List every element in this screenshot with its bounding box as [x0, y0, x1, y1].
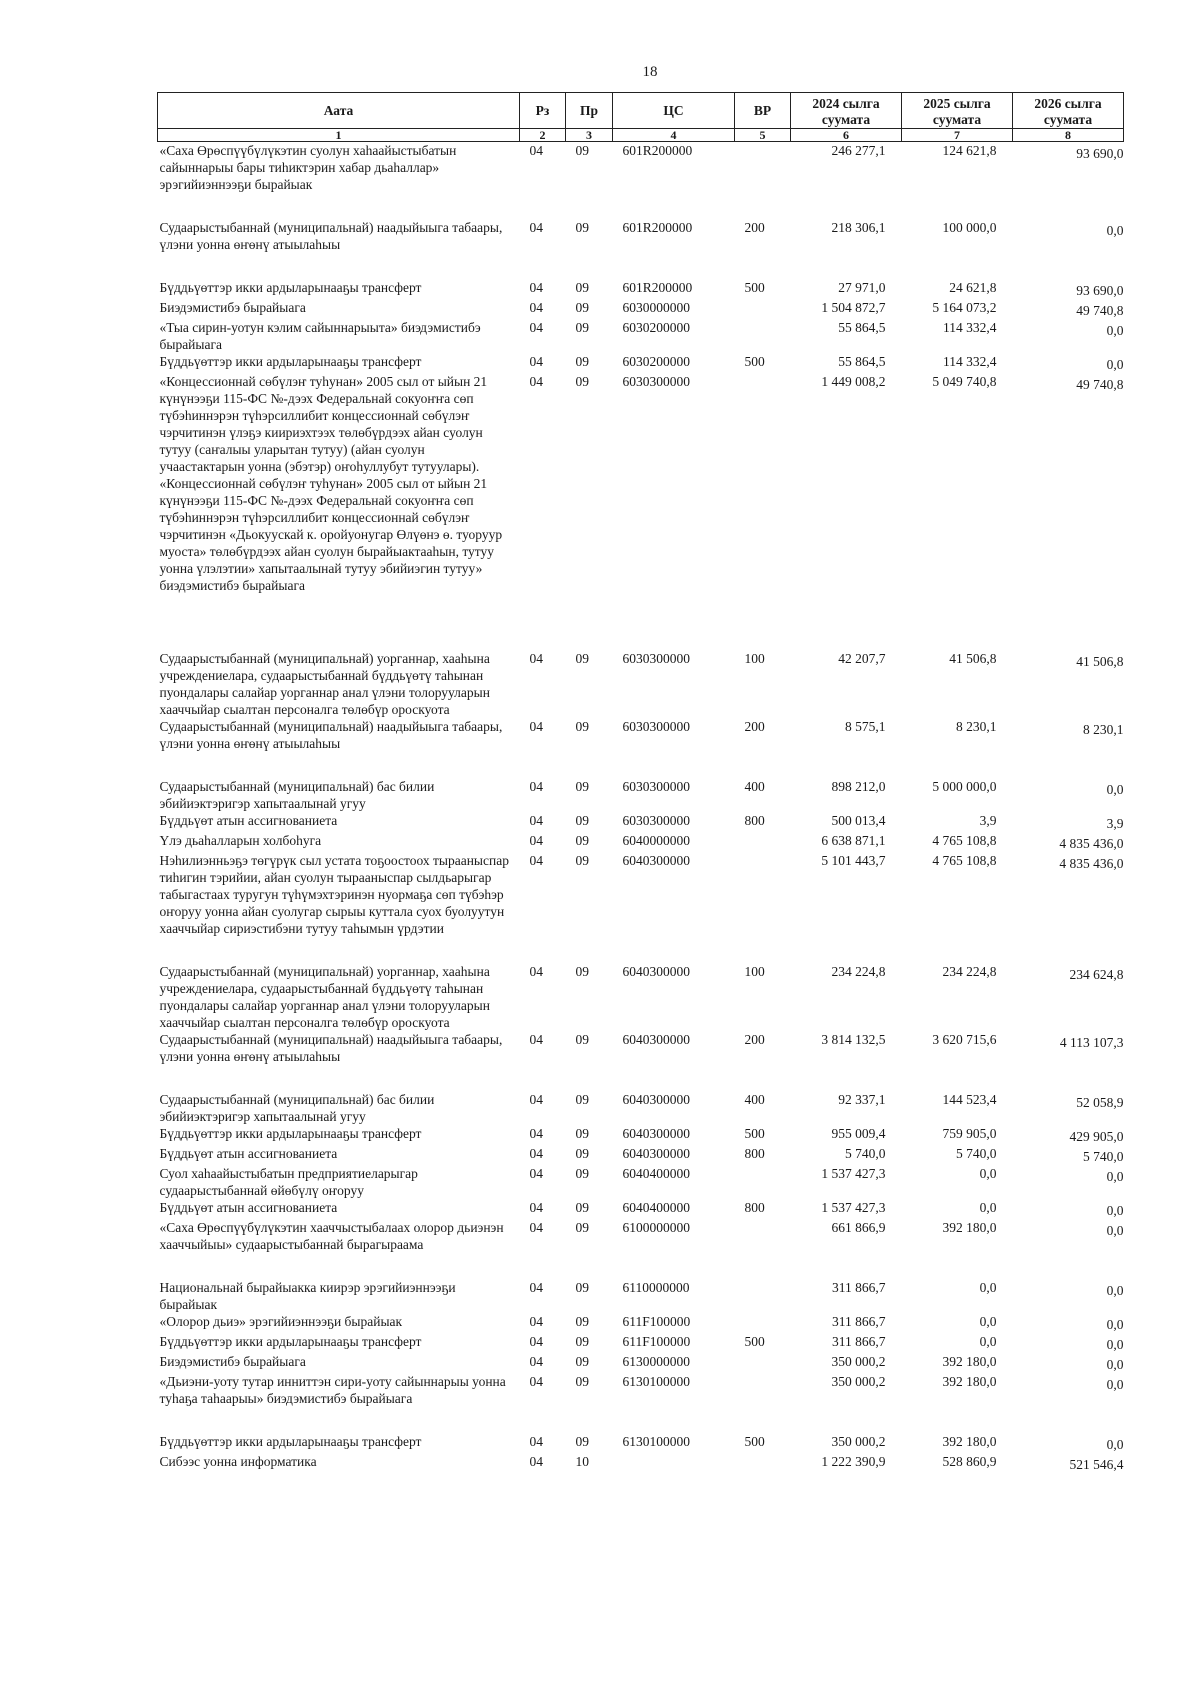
- row-amount-2025: 24 621,8: [949, 280, 997, 295]
- row-name: Биэдэмистибэ бырайыага: [159, 300, 306, 315]
- row-name: Сибээс уонна информатика: [159, 1454, 317, 1469]
- row-amount-2026: 0,0: [1106, 1337, 1124, 1352]
- row-amount-2025: 392 180,0: [942, 1354, 997, 1369]
- header-2024: 2024 сылга суумата: [791, 93, 902, 129]
- row-pr: 09: [575, 1200, 589, 1215]
- row-rz: 04: [529, 1166, 543, 1181]
- row-cs: 6030300000: [622, 779, 690, 794]
- row-amount-2024: 5 740,0: [845, 1146, 886, 1161]
- row-pr: 09: [575, 1032, 589, 1047]
- header-2026: 2026 сылга суумата: [1013, 93, 1124, 129]
- row-vr: 500: [744, 280, 765, 295]
- table-row: [158, 319, 1124, 353]
- row-pr: 09: [575, 374, 589, 389]
- row-amount-2024: 1 537 427,3: [821, 1166, 886, 1181]
- row-pr: 09: [575, 300, 589, 315]
- row-pr: 09: [575, 1314, 589, 1329]
- header-rz: Рз: [520, 93, 566, 129]
- row-name: Национальнай бырайыакка киирэр эрэгийиэннээҕи бырайыак: [159, 1280, 456, 1312]
- row-rz: 04: [529, 833, 543, 848]
- row-amount-2024: 350 000,2: [831, 1434, 886, 1449]
- row-pr: 09: [575, 354, 589, 369]
- row-name: Судаарыстыбаннай (муниципальнай) наадыйыыга табаары, үлэни уонна өҥөнү атыылаһыы: [159, 719, 503, 751]
- row-amount-2026: 0,0: [1106, 1377, 1124, 1392]
- table-row: [158, 1125, 1124, 1145]
- row-name: Судаарыстыбаннай (муниципальнай) наадыйыыга табаары, үлэни уонна өҥөнү атыылаһыы: [159, 220, 503, 252]
- row-amount-2024: 55 864,5: [838, 354, 886, 369]
- header-number-3: 3: [566, 129, 613, 142]
- row-cs: [613, 1453, 735, 1473]
- row-name: Судаарыстыбаннай (муниципальнай) наадыйыыга табаары, үлэни уонна өҥөнү атыылаһыы: [159, 1032, 503, 1064]
- table-row: [158, 353, 1124, 373]
- row-amount-2024: 1 449 008,2: [821, 374, 886, 389]
- row-vr: [735, 142, 791, 220]
- row-amount-2026: 93 690,0: [1076, 146, 1124, 161]
- row-name: Судаарыстыбаннай (муниципальнай) уорганнар, хааһына учреждениелара, судаарыстыбаннай бүддьүөтү таһынан пуондалары салайар уорганнар анал үлэни толорууларын хааччыйар сыалтан персоналга төлөбүр ороскуота: [159, 964, 490, 1030]
- row-amount-2024: 3 814 132,5: [821, 1032, 886, 1047]
- row-amount-2025: 41 506,8: [949, 651, 997, 666]
- row-rz: 04: [529, 1092, 543, 1107]
- table-row: [158, 1091, 1124, 1125]
- row-name: Үлэ дьаһалларын холбоһуга: [159, 833, 322, 848]
- row-amount-2025: 392 180,0: [942, 1434, 997, 1449]
- row-amount-2025: 114 332,4: [943, 354, 997, 369]
- row-rz: 04: [529, 964, 543, 979]
- table-row: [158, 279, 1124, 299]
- row-cs: 6040300000: [622, 1126, 690, 1141]
- row-amount-2024: 1 537 427,3: [821, 1200, 886, 1215]
- row-amount-2025: 3,9: [979, 813, 997, 828]
- row-pr: 09: [575, 220, 589, 235]
- row-rz: 04: [529, 1220, 543, 1235]
- row-cs: 6040300000: [622, 1032, 690, 1047]
- row-amount-2026: 0,0: [1106, 1169, 1124, 1184]
- header-number-5: 5: [735, 129, 791, 142]
- row-cs: 6030300000: [622, 813, 690, 828]
- row-pr: 09: [575, 779, 589, 794]
- row-pr: 09: [575, 1280, 589, 1295]
- row-amount-2025: 124 621,8: [942, 143, 997, 158]
- table-row: [158, 963, 1124, 1031]
- table-row: [158, 1333, 1124, 1353]
- row-rz: 04: [529, 220, 543, 235]
- table-row: [158, 1313, 1124, 1333]
- row-cs: 601R200000: [622, 143, 693, 158]
- row-pr: 09: [575, 1092, 589, 1107]
- table-row: [158, 812, 1124, 832]
- row-amount-2025: 114 332,4: [943, 320, 997, 335]
- row-rz: 04: [529, 280, 543, 295]
- row-name: «Саха Өрөспүүбүлүкэтин суолун хаһаайыстыбатын сайыннарыы бары тиһиктэрин хабар дьаһаллар» эрэгийиэннээҕи бырайыак: [159, 143, 457, 192]
- table-row: [158, 219, 1124, 279]
- row-amount-2026: 0,0: [1106, 223, 1124, 238]
- row-rz: 04: [529, 1280, 543, 1295]
- row-vr: [735, 1165, 791, 1199]
- row-amount-2025: 528 860,9: [942, 1454, 997, 1469]
- row-cs: 6030300000: [622, 719, 690, 734]
- row-name: Бүддьүөттэр икки ардыларынааҕы трансферт: [159, 1334, 422, 1349]
- row-vr: 500: [744, 1126, 765, 1141]
- row-cs: 611F100000: [622, 1334, 691, 1349]
- row-amount-2025: 759 905,0: [942, 1126, 997, 1141]
- row-amount-2024: 350 000,2: [831, 1374, 886, 1389]
- row-rz: 04: [529, 354, 543, 369]
- header-name: Аата: [158, 93, 520, 129]
- table-row: [158, 1373, 1124, 1433]
- row-pr: 09: [575, 320, 589, 335]
- row-amount-2024: 661 866,9: [831, 1220, 886, 1235]
- table-row: [158, 1353, 1124, 1373]
- row-vr: 800: [744, 1200, 765, 1215]
- row-amount-2024: 311 866,7: [832, 1280, 886, 1295]
- row-amount-2026: 4 835 436,0: [1059, 836, 1124, 851]
- row-rz: 04: [529, 1374, 543, 1389]
- row-amount-2024: 42 207,7: [838, 651, 886, 666]
- row-amount-2026: 0,0: [1106, 1283, 1124, 1298]
- row-amount-2026: 41 506,8: [1076, 654, 1124, 669]
- row-pr: 09: [575, 853, 589, 868]
- row-name: Бүддьүөттэр икки ардыларынааҕы трансферт: [159, 1434, 422, 1449]
- row-amount-2026: 52 058,9: [1076, 1095, 1124, 1110]
- row-amount-2025: 0,0: [979, 1166, 997, 1181]
- row-amount-2026: 429 905,0: [1069, 1129, 1124, 1144]
- row-rz: 04: [529, 1434, 543, 1449]
- row-cs: 6040400000: [622, 1166, 690, 1181]
- row-vr: [735, 1313, 791, 1333]
- row-rz: 04: [529, 1126, 543, 1141]
- row-amount-2025: 5 049 740,8: [932, 374, 997, 389]
- row-name: «Олорор дьиэ» эрэгийиэннээҕи бырайыак: [159, 1314, 403, 1329]
- row-vr: 800: [744, 1146, 765, 1161]
- row-pr: 09: [575, 1166, 589, 1181]
- row-amount-2024: 350 000,2: [831, 1354, 886, 1369]
- row-amount-2026: 234 624,8: [1069, 967, 1124, 982]
- row-rz: 04: [529, 1032, 543, 1047]
- row-amount-2024: 55 864,5: [838, 320, 886, 335]
- row-cs: 6130100000: [622, 1374, 690, 1389]
- header-number-4: 4: [613, 129, 735, 142]
- table-row: [158, 142, 1124, 220]
- row-name: Нэһилиэнньэҕэ төгүрүк сыл устата тоҕоостоох тырааныспар тиһигин тэрийии, айан суолун тырааныспар сылдьарыгар табыгастаах туругун түһүмэхтэринэн нуормаҕа сөп түбэһэр оҥоруу уонна айан суолугар сырыы куттала суох буолуутун хааччыйар сириэстибэни тутуу таһымын үрдэтии: [159, 853, 509, 936]
- header-number-6: 6: [791, 129, 902, 142]
- row-pr: 09: [575, 813, 589, 828]
- row-name: Бүддьүөт атын ассигнованиета: [159, 1200, 338, 1215]
- row-cs: 611F100000: [622, 1314, 691, 1329]
- row-amount-2026: 521 546,4: [1069, 1457, 1124, 1472]
- table-row: [158, 1219, 1124, 1279]
- row-rz: 04: [529, 374, 543, 389]
- row-amount-2026: 0,0: [1106, 1437, 1124, 1452]
- row-amount-2025: 0,0: [979, 1280, 997, 1295]
- row-pr: 09: [575, 833, 589, 848]
- row-amount-2025: 4 765 108,8: [932, 853, 997, 868]
- row-cs: 601R200000: [622, 220, 693, 235]
- header-cs: ЦС: [613, 93, 735, 129]
- row-cs: 6040000000: [622, 833, 690, 848]
- table-row: [158, 650, 1124, 718]
- table-row: [158, 852, 1124, 963]
- table-row: [158, 778, 1124, 812]
- row-amount-2024: 955 009,4: [831, 1126, 886, 1141]
- row-amount-2024: 1 222 390,9: [821, 1454, 886, 1469]
- row-name: Суол хаһаайыстыбатын предприятиеларыгар судаарыстыбаннай өйөбүлү оҥоруу: [159, 1166, 418, 1198]
- row-rz: 04: [529, 1146, 543, 1161]
- row-vr: 500: [744, 354, 765, 369]
- row-amount-2025: 5 164 073,2: [932, 300, 997, 315]
- table-row: [158, 299, 1124, 319]
- table-row: [158, 718, 1124, 778]
- row-vr: [735, 1279, 791, 1313]
- header-number-1: 1: [158, 129, 520, 142]
- row-rz: 04: [529, 651, 543, 666]
- row-rz: 04: [529, 1354, 543, 1369]
- row-pr: 09: [575, 1146, 589, 1161]
- row-vr: [735, 1373, 791, 1433]
- row-amount-2024: 5 101 443,7: [821, 853, 886, 868]
- row-name: Бүддьүөттэр икки ардыларынааҕы трансферт: [159, 1126, 422, 1141]
- row-amount-2024: 234 224,8: [831, 964, 886, 979]
- row-amount-2025: 0,0: [979, 1314, 997, 1329]
- row-cs: 6040300000: [622, 1092, 690, 1107]
- row-pr: 09: [575, 1126, 589, 1141]
- row-amount-2026: 49 740,8: [1076, 377, 1124, 392]
- row-vr: [735, 1353, 791, 1373]
- row-rz: 04: [529, 813, 543, 828]
- row-vr: [735, 319, 791, 353]
- table-row: [158, 832, 1124, 852]
- row-amount-2024: 92 337,1: [838, 1092, 886, 1107]
- table-row: [158, 1453, 1124, 1473]
- row-cs: 6110000000: [622, 1280, 690, 1295]
- header-vr: ВР: [735, 93, 791, 129]
- row-name: Бүддьүөттэр икки ардыларынааҕы трансферт: [159, 354, 422, 369]
- row-cs: 6030300000: [622, 651, 690, 666]
- row-vr: 400: [744, 779, 765, 794]
- row-vr: [735, 1219, 791, 1279]
- row-amount-2025: 4 765 108,8: [932, 833, 997, 848]
- row-cs: 6040300000: [622, 1146, 690, 1161]
- row-amount-2026: 0,0: [1106, 1317, 1124, 1332]
- row-amount-2025: 0,0: [979, 1200, 997, 1215]
- row-vr: [735, 299, 791, 319]
- row-vr: 200: [744, 220, 765, 235]
- row-pr: 09: [575, 1334, 589, 1349]
- row-amount-2025: 5 740,0: [956, 1146, 997, 1161]
- row-amount-2024: 311 866,7: [832, 1334, 886, 1349]
- row-cs: 6030300000: [622, 374, 690, 389]
- row-rz: 04: [529, 143, 543, 158]
- row-name: «Концессионнай сөбүлэҥ туһунан» 2005 сыл от ыйын 21 күнүнээҕи 115-ФС №-дээх Федеральнай сокуоҥҥа сөп түбэһиннэрэн түһэрсиллибит концессионнай сөбүлэҥ чэрчитинэн үлэҕэ киириэхтээх төлөбүрдээх айан суолун тутуу (саҥалыы уларытан тутуу) (айан суолун учаастактарын уонна (эбэтэр) оҥоһуллубут тутуулары). «Концессионнай сөбүлэҥ туһунан» 2005 сыл от ыйын 21 күнүнээҕи 115-ФС №-дээх Федеральнай сокуоҥҥа сөп түбэһиннэрэн түһэрсиллибит концессионнай сөбүлэҥ чэрчитинэн «Дьокуускай к. оройуонугар Өлүөнэ ө. туоруур муоста» төлөбүрдээх айан суолун бырайыактааһын, тутуу уонна үлэлэтии» хапытаалынай тутуу эбийиэгин тутуу» биэдэмистибэ бырайыага: [159, 374, 503, 593]
- row-amount-2025: 392 180,0: [942, 1220, 997, 1235]
- row-pr: 09: [575, 280, 589, 295]
- header-pr: Пр: [566, 93, 613, 129]
- table-row: [158, 373, 1124, 650]
- row-amount-2025: 234 224,8: [942, 964, 997, 979]
- table-row: [158, 1199, 1124, 1219]
- row-vr: 200: [744, 719, 765, 734]
- row-amount-2026: 0,0: [1106, 1203, 1124, 1218]
- row-cs: 601R200000: [622, 280, 693, 295]
- budget-table-container: [157, 92, 1122, 1473]
- row-amount-2025: 5 000 000,0: [932, 779, 997, 794]
- row-amount-2026: 93 690,0: [1076, 283, 1124, 298]
- row-vr: 800: [744, 813, 765, 828]
- row-amount-2026: 8 230,1: [1083, 722, 1124, 737]
- row-amount-2024: 898 212,0: [831, 779, 886, 794]
- row-amount-2026: 49 740,8: [1076, 303, 1124, 318]
- row-rz: 04: [529, 853, 543, 868]
- row-cs: 6030200000: [622, 320, 690, 335]
- row-rz: 04: [529, 1454, 543, 1469]
- row-pr: 09: [575, 651, 589, 666]
- row-amount-2026: 0,0: [1106, 357, 1124, 372]
- row-rz: 04: [529, 719, 543, 734]
- row-rz: 04: [529, 1334, 543, 1349]
- row-name: «Тыа сирин-уотун кэлим сайыннарыыта» биэдэмистибэ бырайыага: [159, 320, 481, 352]
- row-pr: 09: [575, 1374, 589, 1389]
- row-name: Бүддьүөт атын ассигнованиета: [159, 813, 338, 828]
- row-vr: [735, 832, 791, 852]
- table-body: [158, 142, 1124, 1474]
- page-number: 18: [642, 64, 658, 80]
- row-name: Судаарыстыбаннай (муниципальнай) бас билии эбийиэктэригэр хапытаалынай угуу: [159, 1092, 435, 1124]
- row-amount-2025: 8 230,1: [956, 719, 997, 734]
- row-name: «Саха Өрөспүүбүлүкэтин хааччыстыбалаах олорор дьиэнэн хааччыйыы» судаарыстыбаннай бырагыраама: [159, 1220, 504, 1252]
- row-vr: 500: [744, 1334, 765, 1349]
- row-pr: 10: [575, 1454, 589, 1469]
- row-amount-2026: 3,9: [1106, 816, 1124, 831]
- header-2025: 2025 сылга суумата: [902, 93, 1013, 129]
- table-row: [158, 1433, 1124, 1453]
- row-rz: 04: [529, 300, 543, 315]
- row-vr: 400: [744, 1092, 765, 1107]
- row-amount-2025: 392 180,0: [942, 1374, 997, 1389]
- row-name: Бүддьүөттэр икки ардыларынааҕы трансферт: [159, 280, 422, 295]
- row-vr: [735, 852, 791, 963]
- header-number-2: 2: [520, 129, 566, 142]
- row-name: Бүддьүөт атын ассигнованиета: [159, 1146, 338, 1161]
- row-amount-2024: 1 504 872,7: [821, 300, 886, 315]
- row-rz: 04: [529, 1314, 543, 1329]
- row-amount-2024: 218 306,1: [831, 220, 886, 235]
- row-name: «Дьиэни-уоту тутар инниттэн сири-уоту сайыннарыы уонна туһаҕа таһаарыы» биэдэмистибэ бырайыага: [159, 1374, 506, 1406]
- row-pr: 09: [575, 964, 589, 979]
- row-amount-2026: 0,0: [1106, 1357, 1124, 1372]
- row-vr: 200: [744, 1032, 765, 1047]
- row-pr: 09: [575, 1220, 589, 1235]
- row-amount-2025: 0,0: [979, 1334, 997, 1349]
- row-amount-2024: 311 866,7: [832, 1314, 886, 1329]
- row-name: Судаарыстыбаннай (муниципальнай) уорганнар, хааһына учреждениелара, судаарыстыбаннай бүддьүөтү таһынан пуондалары салайар уорганнар анал үлэни толорууларын хааччыйар сыалтан персоналга төлөбүр ороскуота: [159, 651, 490, 717]
- row-amount-2026: 5 740,0: [1083, 1149, 1124, 1164]
- table-row: [158, 1165, 1124, 1199]
- row-amount-2025: 3 620 715,6: [932, 1032, 997, 1047]
- row-amount-2024: 8 575,1: [845, 719, 886, 734]
- row-cs: 6100000000: [622, 1220, 690, 1235]
- row-pr: 09: [575, 1354, 589, 1369]
- row-vr: [735, 373, 791, 650]
- row-amount-2025: 100 000,0: [942, 220, 997, 235]
- row-cs: 6030000000: [622, 300, 690, 315]
- row-amount-2024: 246 277,1: [831, 143, 886, 158]
- table-header: [158, 93, 1124, 142]
- row-cs: 6040400000: [622, 1200, 690, 1215]
- row-rz: 04: [529, 1200, 543, 1215]
- row-amount-2024: 27 971,0: [838, 280, 886, 295]
- table-row: [158, 1031, 1124, 1091]
- row-cs: 6030200000: [622, 354, 690, 369]
- row-amount-2026: 0,0: [1106, 1223, 1124, 1238]
- row-name: Биэдэмистибэ бырайыага: [159, 1354, 306, 1369]
- row-amount-2024: 500 013,4: [831, 813, 886, 828]
- row-pr: 09: [575, 719, 589, 734]
- row-amount-2026: 0,0: [1106, 782, 1124, 797]
- row-amount-2026: 0,0: [1106, 323, 1124, 338]
- row-cs: 6040300000: [622, 964, 690, 979]
- row-pr: 09: [575, 1434, 589, 1449]
- row-pr: 09: [575, 143, 589, 158]
- table-row: [158, 1279, 1124, 1313]
- budget-table: [157, 92, 1124, 1473]
- row-name: Судаарыстыбаннай (муниципальнай) бас билии эбийиэктэригэр хапытаалынай угуу: [159, 779, 435, 811]
- row-amount-2025: 144 523,4: [942, 1092, 997, 1107]
- row-rz: 04: [529, 779, 543, 794]
- row-vr: [735, 1453, 791, 1473]
- row-amount-2026: 4 835 436,0: [1059, 856, 1124, 871]
- header-number-8: 8: [1013, 129, 1124, 142]
- table-row: [158, 1145, 1124, 1165]
- row-vr: 500: [744, 1434, 765, 1449]
- row-rz: 04: [529, 320, 543, 335]
- row-amount-2024: 6 638 871,1: [821, 833, 886, 848]
- row-amount-2026: 4 113 107,3: [1059, 1035, 1124, 1050]
- row-vr: 100: [744, 651, 765, 666]
- header-number-7: 7: [902, 129, 1013, 142]
- row-cs: 6130000000: [622, 1354, 690, 1369]
- row-vr: 100: [744, 964, 765, 979]
- row-cs: 6040300000: [622, 853, 690, 868]
- row-cs: 6130100000: [622, 1434, 690, 1449]
